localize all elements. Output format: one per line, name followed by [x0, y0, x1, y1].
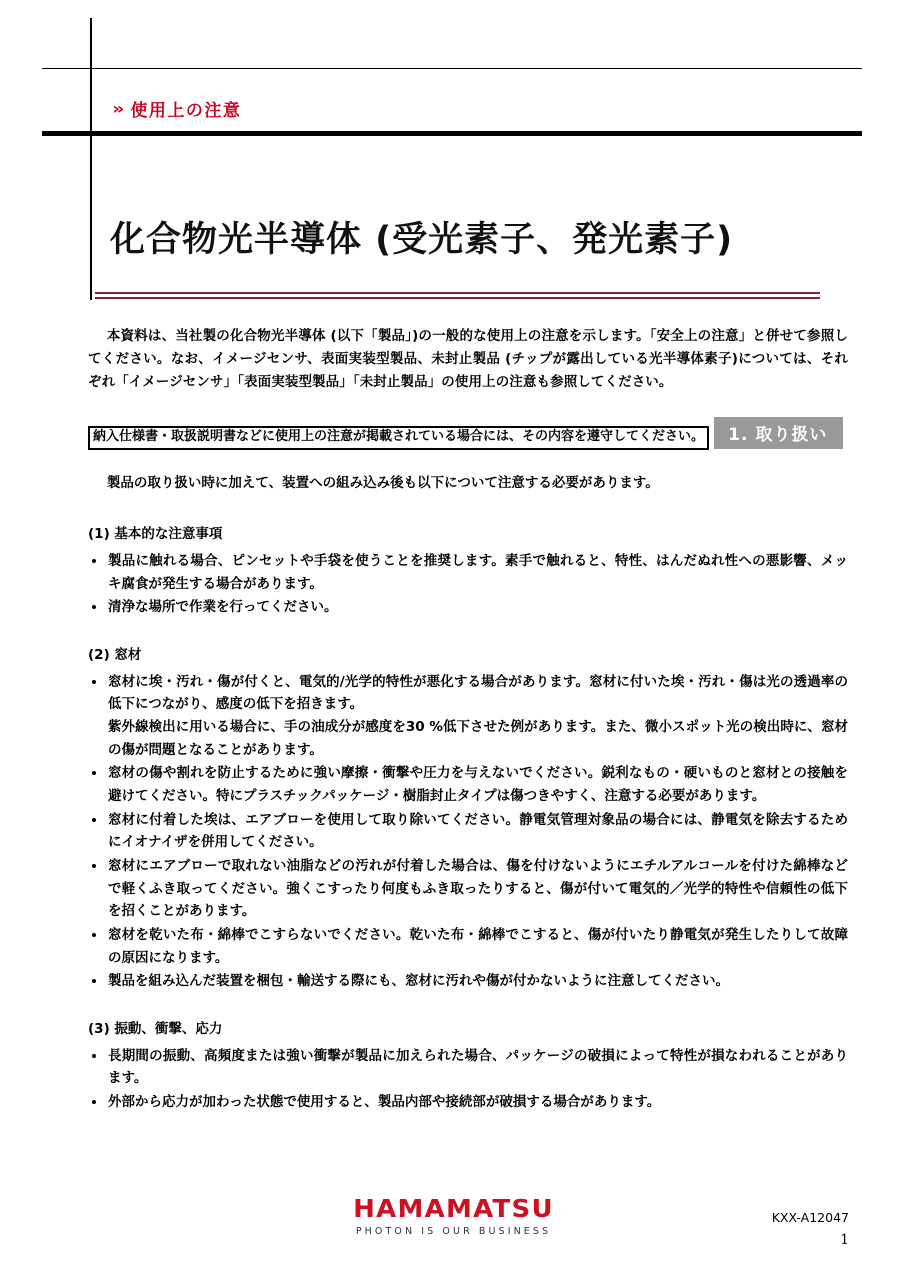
hamamatsu-logo	[331, 1196, 576, 1237]
intro-line-2: 意」と併せて参照してください。なお、イメージセンサ、表面実装型製品、未封止製品 (チップが露出してい	[88, 328, 848, 368]
list-item	[88, 970, 848, 993]
notice-box: 納入仕様書・取扱説明書などに使用上の注意が掲載されている場合には、その内容を遵守してください。	[88, 426, 709, 450]
list-item	[88, 550, 848, 595]
bullet-list-2	[88, 671, 848, 993]
list-item	[88, 596, 848, 619]
list-item	[88, 762, 848, 807]
title-double-rule	[95, 292, 820, 298]
subsection-heading-1: (1) 基本的な注意事項	[88, 526, 223, 543]
list-item	[88, 809, 848, 854]
list-item-text: 窓材に付着した埃は、エアブローを使用して取り除いてください。静電気管理対象品の場合には、静電気を除去するためにイオナイザを併用してください。	[108, 811, 848, 851]
list-item-text: 窓材の傷や割れを防止するために強い摩擦・衝撃や圧力を与えないでください。鋭利なもの・硬いものと窓材との接触を避けてください。特にプラスチックパッケージ・樹脂封止タイプは傷つきやすく、注意する必要があります。	[108, 765, 848, 805]
list-item-text: 窓材にエアブローで取れない油脂などの汚れが付着した場合は、傷を付けないようにエチルアルコールを付けた綿棒などで軽くふき取ってください。強くこすったり何度もふき取ったりすると、傷が付いて電気的／光学的特性や信頼性の低下を招くことがあります。	[108, 858, 848, 920]
intro-line-1: 本資料は、当社製の化合物光半導体 (以下「製品」)の一般的な使用上の注意を示します。「安全上の注	[106, 328, 726, 344]
bullet-list-3	[88, 1045, 848, 1114]
section-lead: 製品の取り扱い時に加えて、装置への組み込み後も以下について注意する必要があります。	[106, 474, 659, 491]
list-item-text: 製品を組み込んだ装置を梱包・輸送する際にも、窓材に汚れや傷が付かないように注意してください。	[108, 973, 729, 990]
page-footer	[0, 1186, 905, 1280]
header-vertical-rule	[90, 18, 92, 300]
header-thick-rule	[42, 131, 862, 136]
subsection-heading-2: (2) 窓材	[88, 647, 142, 664]
list-item-continuation: 紫外線検出に用いる場合に、手の油成分が感度を30 %低下させた例があります。また、微小スポット光の検出時に、窓材の傷が問題となることがあります。	[108, 719, 848, 758]
page-number: 1	[840, 1232, 849, 1248]
bullet-list-1	[88, 550, 848, 619]
list-item-text: 清浄な場所で作業を行ってください。	[108, 599, 338, 616]
logo-tagline: PHOTON IS OUR BUSINESS	[355, 1226, 552, 1237]
document-code: KXX-A12047	[771, 1210, 849, 1225]
list-item	[88, 671, 848, 762]
double-chevron-right-icon: »	[112, 99, 122, 118]
list-item-text: 長期間の振動、高頻度または強い衝撃が製品に加えられた場合、パッケージの破損によって特性が損なわれることがあります。	[108, 1047, 848, 1087]
document-body	[88, 325, 848, 1136]
intro-line-3: る光半導体素子)については、それぞれ「イメージセンサ」「表面実装型製品」「未封止製品」の使用上の注	[88, 351, 849, 391]
list-item	[88, 924, 848, 969]
list-item-text: 窓材に埃・汚れ・傷が付くと、電気的/光学的特性が悪化する場合があります。窓材に付いた埃・汚れ・傷は光の透過率の低下につながり、感度の低下を招きます。	[108, 673, 848, 713]
logo-wordmark: HAMAMATSU	[353, 1194, 554, 1223]
list-item-text: 外部から応力が加わった状態で使用すると、製品内部や接続部が破損する場合があります。	[108, 1094, 661, 1111]
intro-paragraph	[88, 325, 848, 395]
list-item	[88, 1045, 848, 1090]
list-item	[88, 1091, 848, 1114]
list-item-text: 製品に触れる場合、ピンセットや手袋を使うことを推奨します。素手で触れると、特性、はんだぬれ性への悪影響、メッキ腐食が発生する場合があります。	[108, 553, 848, 592]
subsection-heading-3: (3) 振動、衝撃、応力	[88, 1021, 223, 1038]
page-title: 化合物光半導体 (受光素子、発光素子)	[110, 220, 734, 260]
list-item	[88, 855, 848, 923]
header-thin-rule	[42, 68, 862, 69]
intro-line-4: 意も参照してください。	[522, 374, 673, 391]
section-heading: 1. 取り扱い	[714, 417, 843, 449]
header-label-text: 使用上の注意	[130, 101, 242, 121]
list-item-text: 窓材を乾いた布・綿棒でこすらないでください。乾いた布・綿棒でこすると、傷が付いたり静電気が発生したりして故障の原因になります。	[108, 927, 848, 966]
header-label	[113, 96, 241, 121]
